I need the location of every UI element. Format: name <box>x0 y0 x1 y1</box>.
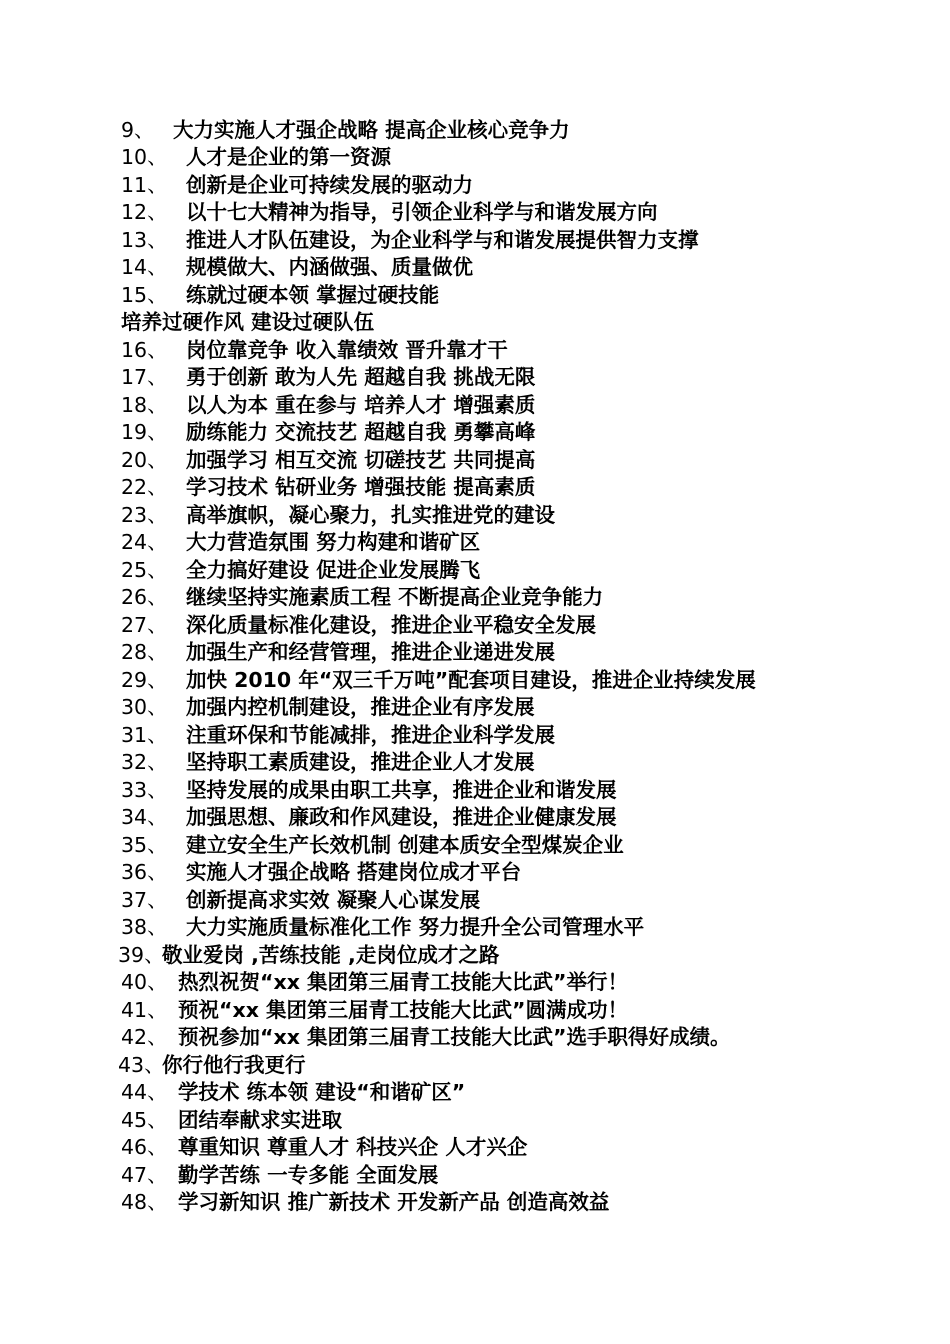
item-number: 47、 <box>121 1163 168 1187</box>
list-item <box>0 557 950 584</box>
item-number: 25、 <box>121 558 168 582</box>
item-number: 36、 <box>121 860 168 884</box>
item-text: 坚持发展的成果由职工共享，推进企业和谐发展 <box>186 778 617 802</box>
list-item <box>0 117 950 144</box>
item-text: 实施人才强企战略 搭建岗位成才平台 <box>186 860 522 884</box>
item-number: 38、 <box>121 915 168 939</box>
list-item <box>0 529 950 556</box>
list-item <box>0 859 950 886</box>
item-text: 学习技术 钻研业务 增强技能 提高素质 <box>186 475 536 499</box>
list-item <box>0 199 950 226</box>
item-text: 加强内控机制建设，推进企业有序发展 <box>186 695 535 719</box>
item-text: 加强学习 相互交流 切磋技艺 共同提高 <box>186 448 536 472</box>
item-number: 46、 <box>121 1135 168 1159</box>
item-number: 19、 <box>121 420 168 444</box>
list-item <box>0 749 950 776</box>
item-text: 全力搞好建设 促进企业发展腾飞 <box>186 558 481 582</box>
item-number: 30、 <box>121 695 168 719</box>
list-item <box>0 1024 950 1051</box>
list-item <box>0 1162 950 1189</box>
item-number: 11、 <box>121 173 168 197</box>
list-item <box>0 254 950 281</box>
item-number: 37、 <box>121 888 168 912</box>
list-item <box>0 804 950 831</box>
list-item <box>0 144 950 171</box>
item-text: 人才是企业的第一资源 <box>186 145 391 169</box>
list-item <box>0 997 950 1024</box>
list-item <box>0 777 950 804</box>
item-text: 团结奉献求实进取 <box>178 1108 342 1132</box>
item-number: 40、 <box>121 970 168 994</box>
item-text: 创新是企业可持续发展的驱动力 <box>186 173 473 197</box>
item-number: 48、 <box>121 1190 168 1214</box>
list-item <box>0 419 950 446</box>
item-text: 坚持职工素质建设，推进企业人才发展 <box>186 750 535 774</box>
list-item <box>0 1189 950 1216</box>
item-number: 28、 <box>121 640 168 664</box>
item-number: 26、 <box>121 585 168 609</box>
item-text: 高举旗帜，凝心聚力，扎实推进党的建设 <box>186 503 555 527</box>
item-text: 加快 2010 年“双三千万吨”配套项目建设，推进企业持续发展 <box>186 668 756 692</box>
item-text: 以十七大精神为指导，引领企业科学与和谐发展方向 <box>186 200 658 224</box>
list-item <box>0 1107 950 1134</box>
item-number: 17、 <box>121 365 168 389</box>
item-text: 勤学苦练 一专多能 全面发展 <box>178 1163 439 1187</box>
list-item <box>0 584 950 611</box>
item-text: 深化质量标准化建设，推进企业平稳安全发展 <box>186 613 596 637</box>
item-number: 32、 <box>121 750 168 774</box>
item-text: 岗位靠竞争 收入靠绩效 晋升靠才干 <box>186 338 508 362</box>
item-number: 31、 <box>121 723 168 747</box>
item-text: 注重环保和节能减排，推进企业科学发展 <box>186 723 555 747</box>
list-item <box>0 667 950 694</box>
list-item <box>0 612 950 639</box>
item-number: 18、 <box>121 393 168 417</box>
item-text: 加强思想、廉政和作风建设，推进企业健康发展 <box>186 805 617 829</box>
item-text: 大力营造氛围 努力构建和谐矿区 <box>186 530 481 554</box>
item-number: 20、 <box>121 448 168 472</box>
item-text: 尊重知识 尊重人才 科技兴企 人才兴企 <box>178 1135 528 1159</box>
list-item <box>0 969 950 996</box>
item-text: 预祝“xx 集团第三届青工技能大比武”圆满成功！ <box>178 998 629 1022</box>
list-item <box>0 1134 950 1161</box>
item-number: 44、 <box>121 1080 168 1104</box>
item-text: 创新提高求实效 凝聚人心谋发展 <box>186 888 481 912</box>
item-text: 推进人才队伍建设，为企业科学与和谐发展提供智力支撑 <box>186 228 699 252</box>
item-number: 45、 <box>121 1108 168 1132</box>
item-number: 9、 <box>121 118 155 142</box>
item-number: 33、 <box>121 778 168 802</box>
list-item <box>0 337 950 364</box>
item-text: 加强生产和经营管理，推进企业递进发展 <box>186 640 555 664</box>
list-item <box>0 447 950 474</box>
list-item <box>0 309 950 336</box>
item-number: 13、 <box>121 228 168 252</box>
item-number: 10、 <box>121 145 168 169</box>
item-number: 39、 <box>118 943 165 967</box>
item-text: 大力实施人才强企战略 提高企业核心竞争力 <box>173 118 570 142</box>
list-item <box>0 1052 950 1079</box>
item-text: 继续坚持实施素质工程 不断提高企业竞争能力 <box>186 585 604 609</box>
item-text: 预祝参加“xx 集团第三届青工技能大比武”选手职得好成绩。 <box>178 1025 731 1049</box>
list-item <box>0 227 950 254</box>
item-text: 大力实施质量标准化工作 努力提升全公司管理水平 <box>186 915 645 939</box>
item-number: 35、 <box>121 833 168 857</box>
item-text: 规模做大、内涵做强、质量做优 <box>186 255 473 279</box>
list-item <box>0 942 950 969</box>
list-item <box>0 694 950 721</box>
item-number: 24、 <box>121 530 168 554</box>
list-item <box>0 502 950 529</box>
item-number: 27、 <box>121 613 168 637</box>
item-number: 14、 <box>121 255 168 279</box>
list-item <box>0 1079 950 1106</box>
list-item <box>0 887 950 914</box>
item-number: 29、 <box>121 668 168 692</box>
item-text: 培养过硬作风 建设过硬队伍 <box>121 310 375 334</box>
item-text: 学技术 练本领 建设“和谐矿区” <box>178 1080 466 1104</box>
item-number: 42、 <box>121 1025 168 1049</box>
list-item <box>0 282 950 309</box>
list-item <box>0 832 950 859</box>
item-number: 12、 <box>121 200 168 224</box>
list-item <box>0 364 950 391</box>
item-text: 练就过硬本领 掌握过硬技能 <box>186 283 440 307</box>
list-item <box>0 914 950 941</box>
item-number: 23、 <box>121 503 168 527</box>
list-item <box>0 474 950 501</box>
item-text: 你行他行我更行 <box>162 1053 306 1077</box>
item-number: 43、 <box>118 1053 165 1077</box>
list-item <box>0 639 950 666</box>
item-text: 励练能力 交流技艺 超越自我 勇攀高峰 <box>186 420 536 444</box>
item-text: 建立安全生产长效机制 创建本质安全型煤炭企业 <box>186 833 624 857</box>
item-number: 41、 <box>121 998 168 1022</box>
list-item <box>0 172 950 199</box>
item-text: 学习新知识 推广新技术 开发新产品 创造高效益 <box>178 1190 610 1214</box>
list-item <box>0 722 950 749</box>
item-text: 热烈祝贺“xx 集团第三届青工技能大比武”举行！ <box>178 970 629 994</box>
item-number: 34、 <box>121 805 168 829</box>
item-number: 15、 <box>121 283 168 307</box>
item-number: 16、 <box>121 338 168 362</box>
list-item <box>0 392 950 419</box>
item-text: 敬业爱岗 ,苦练技能 ,走岗位成才之路 <box>162 943 500 967</box>
item-number: 22、 <box>121 475 168 499</box>
item-text: 勇于创新 敢为人先 超越自我 挑战无限 <box>186 365 536 389</box>
item-text: 以人为本 重在参与 培养人才 增强素质 <box>186 393 536 417</box>
